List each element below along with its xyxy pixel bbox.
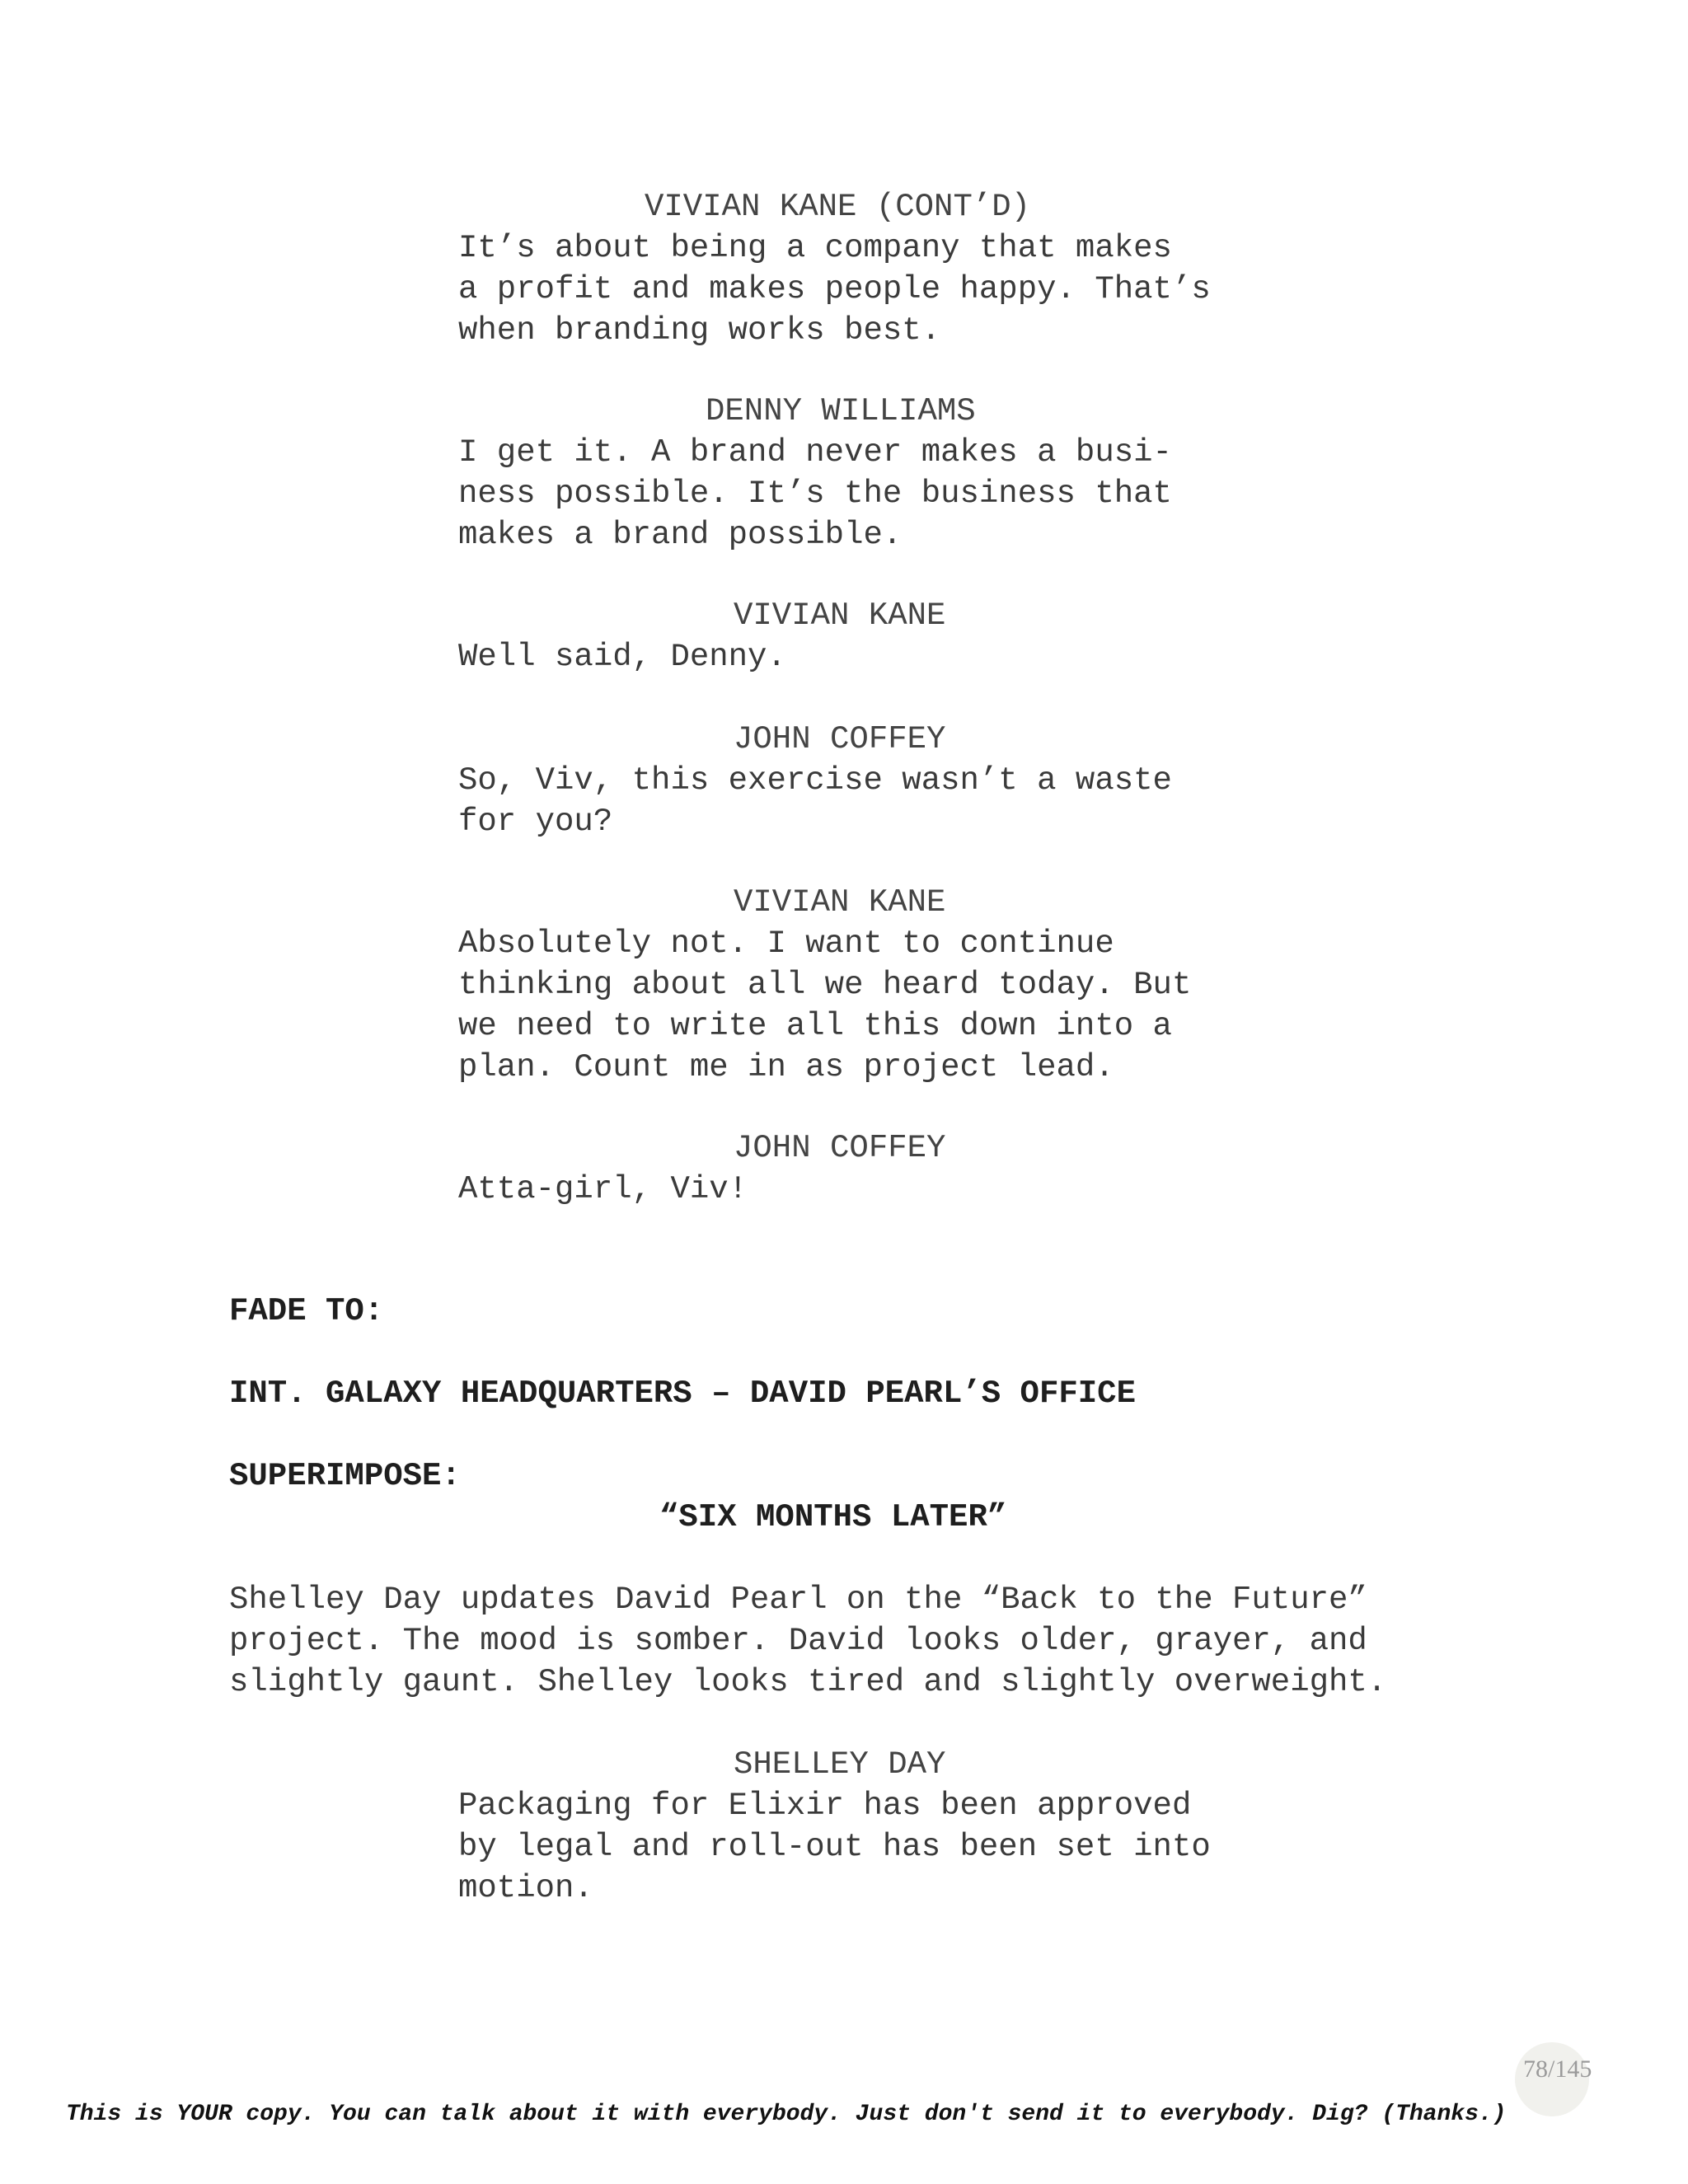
- superimpose-text: “SIX MONTHS LATER”: [659, 1499, 1007, 1535]
- action-line: project. The mood is somber. David looks older, grayer, and: [229, 1623, 1367, 1659]
- dialogue-line: makes a brand possible.: [458, 517, 903, 553]
- dialogue-line: by legal and roll-out has been set into: [458, 1829, 1211, 1865]
- dialogue-line: Packaging for Elixir has been approved: [458, 1788, 1192, 1824]
- character-cue: DENNY WILLIAMS: [706, 393, 976, 429]
- scene-heading: INT. GALAXY HEADQUARTERS – DAVID PEARL’S OFFICE: [229, 1376, 1136, 1412]
- dialogue-line: thinking about all we heard today. But: [458, 967, 1192, 1003]
- transition: FADE TO:: [229, 1293, 384, 1329]
- dialogue-line: plan. Count me in as project lead.: [458, 1049, 1114, 1085]
- dialogue-line: when branding works best.: [458, 312, 941, 349]
- character-cue: JOHN COFFEY: [734, 721, 946, 757]
- dialogue-line: It’s about being a company that makes: [458, 230, 1172, 266]
- dialogue-line: So, Viv, this exercise wasn’t a waste: [458, 762, 1172, 799]
- dialogue-line: Atta-girl, Viv!: [458, 1171, 748, 1207]
- character-cue: VIVIAN KANE: [734, 598, 946, 634]
- dialogue-line: I get it. A brand never makes a busi-: [458, 434, 1172, 471]
- superimpose-label: SUPERIMPOSE:: [229, 1458, 461, 1494]
- dialogue-line: motion.: [458, 1870, 593, 1906]
- dialogue-line: Well said, Denny.: [458, 639, 786, 675]
- dialogue-line: for you?: [458, 804, 613, 840]
- dialogue-line: we need to write all this down into a: [458, 1008, 1172, 1044]
- character-cue: JOHN COFFEY: [734, 1130, 946, 1166]
- footer-notice: This is YOUR copy. You can talk about it with everybody. Just don't send it to everybody. Dig? (Thanks.): [66, 2102, 1507, 2127]
- character-cue: VIVIAN KANE: [734, 884, 946, 921]
- dialogue-line: a profit and makes people happy. That’s: [458, 271, 1211, 307]
- page-number: 78/145: [1523, 2055, 1592, 2083]
- action-line: Shelley Day updates David Pearl on the “Back to the Future”: [229, 1582, 1367, 1618]
- action-line: slightly gaunt. Shelley looks tired and slightly overweight.: [229, 1664, 1387, 1700]
- dialogue-line: ness possible. It’s the business that: [458, 476, 1172, 512]
- character-cue: SHELLEY DAY: [734, 1746, 946, 1783]
- dialogue-line: Absolutely not. I want to continue: [458, 926, 1114, 962]
- character-cue: VIVIAN KANE (CONT’D): [645, 189, 1031, 225]
